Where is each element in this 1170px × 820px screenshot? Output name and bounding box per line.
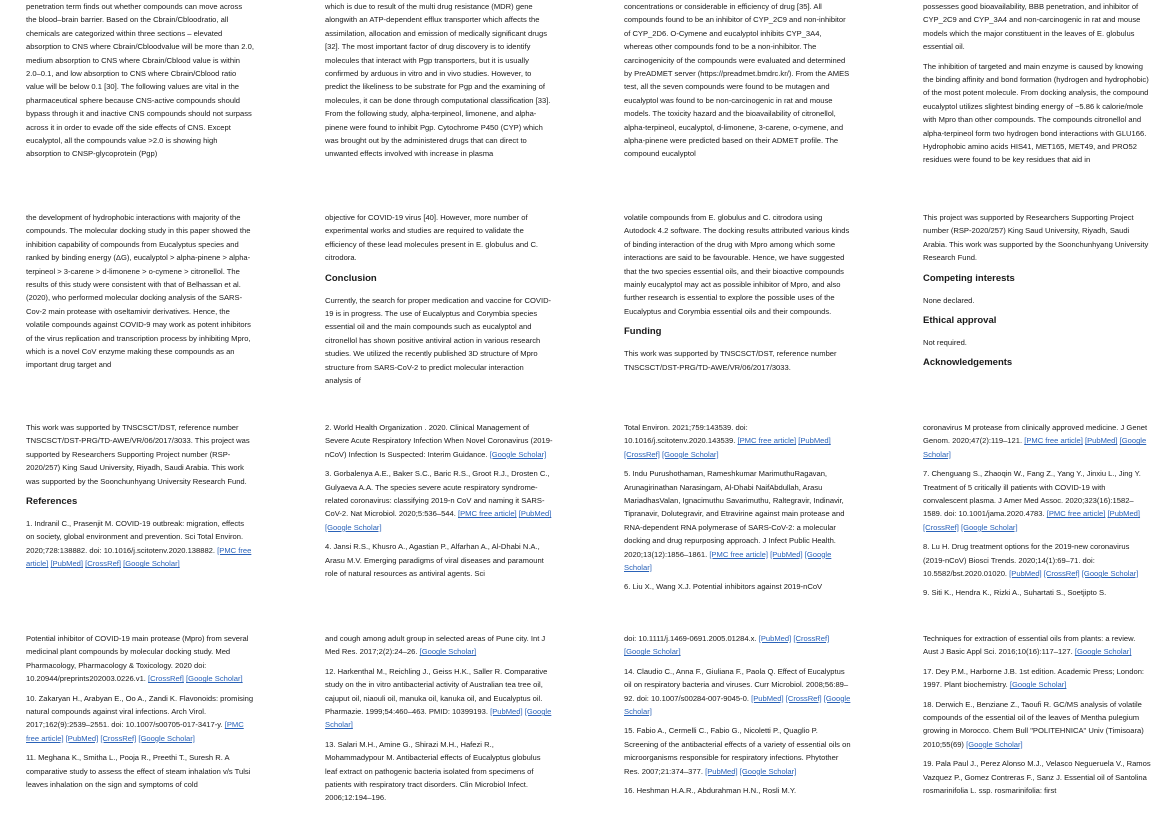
reference-link[interactable]: [Google Scholar]	[123, 559, 180, 569]
reference-item	[325, 632, 553, 659]
reference-link[interactable]: [Google Scholar]	[138, 733, 195, 743]
text-panel	[26, 0, 254, 190]
reference-link[interactable]: [CrossRef]	[793, 634, 830, 643]
body-paragraph: which is due to result of the multi drug resistance (MDR) gene alongwith an ATP-dependent efflux transporter which affects the assimilation, allocation and emission of medically significant drugs [32]. The most important factor of drug discovery is to identify molecules that interact with Pgp transporters, but it is usually confirmed by arduous in vitro and in vivo studies. However, to predict the likeliness to be substrate for Pgp and the examining of molecules, it can be done through computational classification [33]. From the following study, alpha-terpineol, limonene, and alpha-pinene were found to inhibit Pgp. Cytochrome P450 (CYP) which was brought out by the administered drugs that can direct to unwanted effects involved with increase in plasma	[325, 2, 551, 159]
reference-link[interactable]: [PubMed]	[1107, 509, 1141, 519]
reference-link[interactable]: [PMC free article]	[1046, 509, 1106, 519]
reference-link[interactable]: [PMC free article]	[26, 545, 252, 569]
reference-item	[325, 738, 553, 805]
reference-text: and cough among adult group in selected areas of Pune city. Int J Med Res. 2017;2(2):24–26.	[325, 634, 546, 657]
reference-text: Potential inhibitor of COVID-19 main protease (Mpro) from several medicinal plant compounds by molecular docking study. Med Pharmacology, Pharmacology & Toxicology. 2020 doi: 10.20944/preprints202003.0226.v1.	[26, 634, 249, 684]
reference-item	[26, 632, 254, 686]
reference-text: 10. Zakaryan H., Arabyan E., Oo A., Zandi K. Flavonoids: promising natural compounds against viral infections. Arch Virol. 2017;162(9):2539–2551. doi: 10.1007/s00705-017-3417-y.	[26, 693, 254, 730]
reference-item	[923, 698, 1151, 752]
body-paragraph: possesses good bioavailability, BBB penetration, and inhibitor of CYP_2C9 and CYP_3A4 and non-carcinogenic in rat and mouse models which the major constituent in the leaves of E. globulus essential oil.	[923, 2, 1141, 52]
reference-link[interactable]: [PubMed]	[1009, 569, 1042, 579]
reference-text: 12. Harkenthal M., Reichling J., Geiss H.K., Saller R. Comparative study on the in vitro antibacterial activity of Australian tea tree oil, cajuput oil, niaouli oil, manuka oil, kanuka oil, and Eucalyptus oil. Pharmazie. 1999;54:460–463. PMID: 10399193.	[325, 666, 548, 717]
text-panel	[923, 632, 1151, 820]
text-panel	[624, 632, 852, 820]
reference-link[interactable]: [Google Scholar]	[961, 522, 1018, 532]
reference-text: 17. Dey P.M., Harborne J.B. 1st edition. Academic Press; London: 1997. Plant biochemistry.	[923, 666, 1145, 690]
reference-text: 13. Salari M.H., Amine G., Shirazi M.H., Hafezi R., Mohammadypour M. Antibacterial effects of Eucalyptus globulus leaf extract on pathogenic bacteria isolated from specimens of patients with respiratory tract disorders. Clin Microbiol Infect. 2006;12:194–196.	[325, 739, 541, 803]
reference-item	[325, 665, 553, 732]
reference-link[interactable]: [Google Scholar]	[419, 647, 477, 657]
reference-text: coronavirus M protease from clinically approved medicine. J Genet Genom. 2020;47(2):119–121.	[923, 423, 1148, 446]
reference-text: 2. World Health Organization . 2020. Clinical Management of Severe Acute Respiratory Infection When Novel Coronavirus (2019-nCoV) Infection Is Suspected: Interim Guidance.	[325, 423, 553, 459]
body-paragraph: concentrations or considerable in efficiency of drug [35]. All compounds found to be an inhibitor of CYP_2C9 and non-inhibitor of CYP_2D6. O-Cymene and eucalyptol inhibits CYP_3A4, whereas other compounds fond to be a non-inhibitor. The carcinogenicity of the compounds were evaluated and determined by PreADMET server (https://preadmet.bmdrc.kr/). From the AMES test, all the seven compounds were found to be mutagen and eucalyptol was found to be non-carcinogenic in rat and mouse models. The toxicity hazard and the bioavailability of citronellol, alpha-terpineol, eucalyptol, d-limonene, 3-carene, o-cymene, and alpha-pinene were predicted based on their ADMET profile. The compound eucalyptol	[624, 2, 850, 159]
text-panel	[923, 211, 1151, 397]
reference-text: 4. Jansi R.S., Khusro A., Agastian P., Alfarhan A., Al-Dhabi N.A., Arasu M.V. Emerging paradigms of viral diseases and paramount role of natural resources as antiviral agents. Sci	[325, 542, 544, 579]
body-paragraph: This project was supported by Researchers Supporting Project number (RSP-2020/257) King Saud University, Riyadh, Saudi Arabia. This work was supported by the Soonchunhyang University Research Fund.	[923, 213, 1149, 263]
reference-link[interactable]: [PMC free article]	[709, 549, 768, 559]
text-panel	[26, 632, 254, 820]
reference-link[interactable]: [PubMed]	[65, 733, 99, 743]
reference-link[interactable]: [Google Scholar]	[325, 707, 552, 730]
reference-text: 18. Derwich E., Benziane Z., Taoufi R. GC/MS analysis of volatile compounds of the essential oil of the leaves of Mentha pulegium growing in Morocco. Chem Bull "POLITEHNICA" Univ (Timisoara) 2010;55(69)	[923, 699, 1144, 749]
reference-item	[26, 517, 254, 571]
body-paragraph: objective for COVID-19 virus [40]. However, more number of experimental works and studies are required to validate the efficiency of these lead molecules present in E. globulus and C. citrodora.	[325, 213, 539, 263]
text-panel	[325, 0, 553, 190]
text-panel	[624, 0, 852, 190]
body-paragraph: None declared.	[923, 295, 975, 305]
reference-link[interactable]: [PubMed]	[770, 549, 803, 559]
reference-item	[923, 421, 1151, 461]
reference-text: 7. Chenguang S., Zhaoqin W., Fang Z., Yang Y., Jinxiu L., Jing Y. Treatment of 5 critically ill patients with COVID-19 with convalescent plasma. J Amer Med Assoc. 2020;323(16):1582–1589. doi: 10.1001/jama.2020.4783.	[923, 469, 1141, 519]
reference-item	[923, 586, 1151, 599]
reference-link[interactable]: [PMC free article]	[737, 436, 797, 446]
text-panel	[26, 211, 254, 397]
reference-item	[923, 665, 1151, 692]
reference-item	[624, 724, 852, 778]
reference-item	[624, 632, 852, 659]
reference-link[interactable]: [PubMed]	[751, 693, 784, 703]
reference-link[interactable]: [Google Scholar]	[489, 449, 547, 459]
text-panel	[26, 421, 254, 611]
reference-link[interactable]: [PubMed]	[1084, 436, 1118, 446]
reference-text: Techniques for extraction of essential oils from plants: a review. Aust J Basic Appl Sci. 2016;10(16):117–127.	[923, 634, 1136, 657]
body-paragraph: The inhibition of targeted and main enzyme is caused by knowing the binding affinity and bond formation (hydrogen and hydrophobic) of the most potent molecule. From docking analysis, the compound eucalyptol utilizes slightest binding energy of −5.86 k calorie/mole with Mpro than other compounds. The compounds citronellol and alpha-terpineol form two hydrogen bond interactions with GLU166. Hydrophobic amino acids HIS41, MET165, MET49, and PRO52 residues were found to be key residues that aid in	[923, 61, 1149, 165]
body-paragraph: This work was supported by TNSCSCT/DST, reference number TNSCSCT/DST-PRG/TD-AWE/VR/06/2017/3033. This project was supported by Researchers Supporting Project number (RSP-2020/257) King Saud University, Riyadh, Saudi Arabia. This work was supported by the Soonchunhyang University Research Fund.	[26, 423, 250, 486]
body-paragraph: the development of hydrophobic interactions with majority of the compounds. The molecular docking study in this paper showed the inhibition capability of compounds from Eucalyptus species and ranked by binding energy (ΔG), eucalyptol > alpha-pinene > alpha-terpineol > 3-carene > d-limonene > o-cymene > citronellol. The results of this study were consistent with that of Belhassan et al. (2020), who performed molecular docking analysis of the SARS-Cov-2 main protease with oseltamivir derivatives. Hence, the volatile compounds against COVID-9 may work as potent inhibitors of the virus replication and transcription process by inhibiting Mpro, which is a novel CoV enzyme making these compounds as an important drug target and	[26, 213, 251, 370]
reference-text: doi: 10.1111/j.1469-0691.2005.01284.x.	[624, 634, 757, 643]
reference-item	[624, 467, 852, 574]
reference-link[interactable]: [PMC free article]	[458, 509, 517, 519]
reference-link[interactable]: [Google Scholar]	[624, 647, 681, 657]
reference-item	[923, 757, 1151, 797]
section-heading: Acknowledgements	[923, 357, 1013, 369]
reference-text: 3. Gorbalenya A.E., Baker S.C., Baric R.S., Groot R.J., Drosten C., Gulyaeva A.A. The species severe acute respiratory syndrome-related coronavirus: classifying 2019-n CoV and naming it SARS-CoV-2. Nat Microbiol. 2020;5:536–544.	[325, 469, 550, 519]
reference-link[interactable]: [Google Scholar]	[966, 739, 1023, 749]
reference-link[interactable]: [PubMed]	[50, 559, 84, 569]
reference-link[interactable]: [Google Scholar]	[325, 522, 382, 532]
reference-item	[624, 665, 852, 719]
reference-link[interactable]: [PubMed]	[518, 509, 552, 519]
reference-item	[923, 467, 1151, 534]
reference-text: 16. Heshman H.A.R., Abdurahman H.N., Rosli M.Y.	[624, 786, 797, 796]
body-paragraph: This work was supported by TNSCSCT/DST, reference number TNSCSCT/DST-PRG/TD-AWE/VR/06/2017/3033.	[624, 349, 837, 372]
reference-link[interactable]: [PubMed]	[758, 634, 792, 643]
reference-link[interactable]: [PMC free article]	[26, 720, 244, 743]
reference-text: Total Environ. 2021;759:143539. doi: 10.1016/j.scitotenv.2020.143539.	[624, 423, 748, 446]
body-paragraph: penetration term finds out whether compounds can move across the blood–brain barrier. Based on the Cbrain/Cbloodratio, all chemicals are categorized within three sections – elevated absorption to CNS where Cbrain/Cbloodvalue will be more than 2.0, medium absorption to CNS where Cbrain/Cblood value is within 2.0–0.1, and low absorption to CNS where Cbrain/Cblood ratio value will be below 0.1 [30]. The following values are vital in the pharmaceutical sphere because CNS-active compounds should bypass through it and inactive CNS compounds should not surpass across it in order to evade off the side effects of CNS. Except eucalyptol, all the compounds value >2.0 is showing high absorption to CNSP-glycoprotein (Pgp)	[26, 2, 254, 159]
reference-text: 9. Siti K., Hendra K., Rizki A., Suhartati S., Soetjipto S.	[923, 588, 1107, 598]
body-paragraph: volatile compounds from E. globulus and C. citrodora using Autodock 4.2 software. The docking results attributed various kinds of binding interaction of the drug with Mpro among which some interactions are said to be favourable. Hence, we have suggested that the two species essential oils, and their bioactive compounds mainly eucalyptol may act as possible inhibitor of Mpro, and also further research is essential to explore the possible uses of the Eucalyptus and Corymbia essential oils and their compounds.	[624, 213, 850, 316]
section-heading: Competing interests	[923, 272, 1015, 284]
reference-link[interactable]: [CrossRef]	[85, 559, 122, 569]
reference-link[interactable]: [CrossRef]	[148, 674, 184, 684]
reference-text: 15. Fabio A., Cermelli C., Fabio G., Nicoletti P., Quaglio P. Screening of the antibacterial effects of a variety of essential oils on microorganisms responsible for respiratory infections. Phytother Res. 2007;21:374–377.	[624, 726, 851, 776]
text-panel	[325, 421, 553, 611]
reference-link[interactable]: [Google Scholar]	[923, 436, 1147, 459]
reference-text: 6. Liu X., Wang X.J. Potential inhibitors against 2019-nCoV	[624, 582, 823, 592]
reference-link[interactable]: [Google Scholar]	[624, 549, 832, 573]
reference-link[interactable]: [CrossRef]	[1043, 569, 1080, 579]
reference-link[interactable]: [Google Scholar]	[1081, 569, 1139, 579]
reference-text: 1. Indranil C., Prasenjit M. COVID-19 outbreak: migration, effects on society, global environment and prevention. Sci Total Environ. 2020;728:138882. doi: 10.1016/j.scitotenv.2020.138882.	[26, 519, 245, 555]
reference-item	[923, 540, 1151, 580]
text-panel	[325, 632, 553, 820]
reference-link[interactable]: [Google Scholar]	[1009, 680, 1067, 690]
reference-link[interactable]: [CrossRef]	[100, 733, 137, 743]
section-heading: Funding	[624, 326, 662, 338]
text-panel	[923, 0, 1151, 190]
reference-item	[624, 580, 852, 593]
reference-text: 5. Indu Purushothaman, Rameshkumar MarimuthuRagavan, Arunagirinathan Narasingam, Al-Dhabi NaifAbdullah, Arasu MariadhasValan, Ignacimuthu Savarimuthu, Raltegravir, Indinavir, Tipranavir, Dolutegravir, and Etravirine against main protease and RNA-dependent RNA polymerase of SARS-CoV-2: a molecular docking and drug repurposing approach. J Infect Public Health. 2020;13(12):1856–1861.	[624, 469, 845, 559]
reference-item	[624, 784, 852, 797]
reference-link[interactable]: [PubMed]	[490, 707, 523, 717]
reference-link[interactable]: [PubMed]	[798, 436, 831, 446]
body-paragraph: Not required.	[923, 338, 967, 348]
reference-text: 14. Claudio C., Anna F., Giuliana F., Paola Q. Effect of Eucalyptus oil on respiratory bacteria and viruses. Curr Microbiol. 2008;56:89–92. doi: 10.1007/s00284-007-9045-0.	[624, 666, 849, 703]
reference-link[interactable]: [CrossRef]	[785, 693, 822, 703]
reference-link[interactable]: [Google Scholar]	[1074, 647, 1132, 657]
reference-item	[325, 540, 553, 580]
reference-text: 19. Pala Paul J., Perez Alonso M.J., Velasco Negueruela V., Ramos Vazquez P., Gomez Contreras F., Sanz J. Essential oil of Santolina rosmarinifolia L. ssp. rosmarinifolia: first	[923, 759, 1151, 796]
text-panel	[624, 421, 852, 611]
section-heading: Ethical approval	[923, 315, 997, 327]
reference-link[interactable]: [PubMed]	[705, 766, 738, 776]
text-panel	[325, 211, 553, 397]
reference-link[interactable]: [Google Scholar]	[662, 449, 719, 459]
body-paragraph: Currently, the search for proper medication and vaccine for COVID-19 is in progress. The use of Eucalyptus and Corymbia species essential oil and the main compounds such as eucalyptol and citronellol has shown positive antiviral action in various research studies. We utilized the recently published 3D structure of Mpro structure from SARS-CoV-2 to predict molecular interaction analysis of	[325, 295, 552, 386]
reference-item	[325, 467, 553, 534]
reference-link[interactable]: [Google Scholar]	[186, 674, 243, 684]
section-heading: References	[26, 496, 78, 508]
reference-link[interactable]: [Google Scholar]	[624, 693, 851, 717]
reference-item	[624, 421, 852, 461]
reference-text: 8. Lu H. Drug treatment options for the 2019-new coronavirus (2019-nCoV) Biosci Trends. 2020;14(1):69–71. doi: 10.5582/bst.2020.01020.	[923, 542, 1130, 579]
reference-item	[923, 632, 1151, 659]
reference-link[interactable]: [CrossRef]	[624, 449, 660, 459]
reference-item	[325, 421, 553, 461]
section-heading: Conclusion	[325, 272, 377, 284]
reference-text: 11. Meghana K., Smitha L., Pooja R., Preethi T., Suresh R. A comparative study to assess the effect of steam inhalation v/s Tulsi leaves inhalation on the sign and symptoms of cold	[26, 753, 251, 790]
reference-link[interactable]: [Google Scholar]	[739, 766, 797, 776]
reference-item	[26, 692, 254, 746]
reference-link[interactable]: [CrossRef]	[923, 522, 959, 532]
text-panel	[923, 421, 1151, 611]
reference-link[interactable]: [PMC free article]	[1024, 436, 1083, 446]
text-panel	[624, 211, 852, 397]
reference-item	[26, 751, 254, 791]
